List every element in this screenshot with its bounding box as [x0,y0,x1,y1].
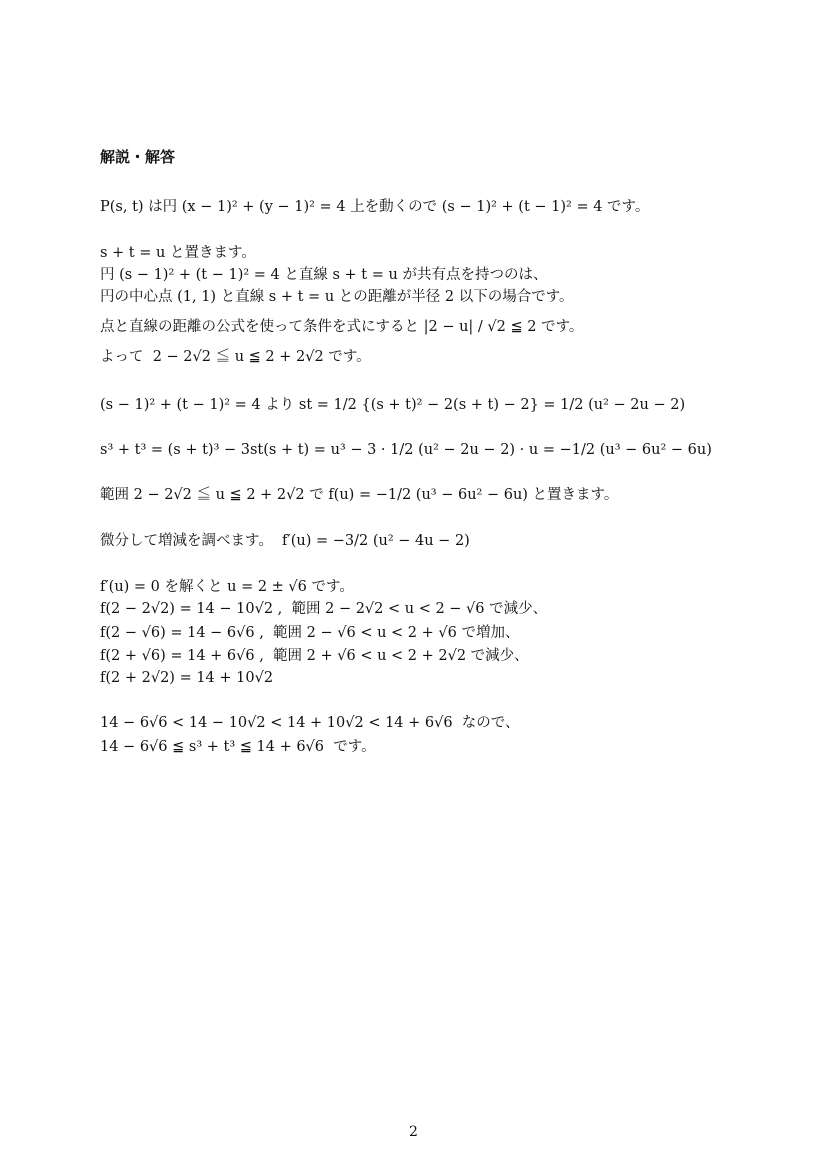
text-line: 14 − 6√6 < 14 − 10√2 < 14 + 10√2 < 14 + 6√6 なので、 [100,715,520,731]
text-line: f(2 − 2√2) = 14 − 10√2 , 範囲 2 − 2√2 < u < 2 − √6 で減少、 [100,601,548,617]
text-line: s³ + t³ = (s + t)³ − 3st(s + t) = u³ − 3 · 1/2 (u² − 2u − 2) · u = −1/2 (u³ − 6u² − 6u) [100,442,712,458]
text-line: よって 2 − 2√2 ≦ u ≦ 2 + 2√2 です。 [100,349,371,365]
page-number: 2 [409,1124,418,1140]
text-line: 円の中心点 (1, 1) と直線 s + t = u との距離が半径 2 以下の場合です。 [100,289,574,305]
text-line: P(s, t) は円 (x − 1)² + (y − 1)² = 4 上を動くので (s − 1)² + (t − 1)² = 4 です。 [100,199,650,215]
text-line: s + t = u と置きます。 [100,245,256,261]
text-line: 範囲 2 − 2√2 ≦ u ≦ 2 + 2√2 で f(u) = −1/2 (u³ − 6u² − 6u) と置きます。 [100,487,619,503]
text-line: 円 (s − 1)² + (t − 1)² = 4 と直線 s + t = u が共有点を持つのは、 [100,267,548,283]
text-line: 14 − 6√6 ≦ s³ + t³ ≦ 14 + 6√6 です。 [100,739,376,755]
text-line: f′(u) = 0 を解くと u = 2 ± √6 です。 [100,579,354,595]
text-line: f(2 + 2√2) = 14 + 10√2 [100,670,274,686]
section-heading: 解説・解答 [100,148,176,166]
text-line: (s − 1)² + (t − 1)² = 4 より st = 1/2 {(s + t)² − 2(s + t) − 2} = 1/2 (u² − 2u − 2) [100,397,686,413]
text-line: f(2 + √6) = 14 + 6√6 , 範囲 2 + √6 < u < 2 + 2√2 で減少、 [100,648,529,664]
text-line: f(2 − √6) = 14 − 6√6 , 範囲 2 − √6 < u < 2 + √6 で増加、 [100,625,520,641]
text-line: 微分して増減を調べます。 f′(u) = −3/2 (u² − 4u − 2) [100,533,470,549]
text-line: 点と直線の距離の公式を使って条件を式にすると |2 − u| / √2 ≦ 2 です。 [100,319,584,335]
